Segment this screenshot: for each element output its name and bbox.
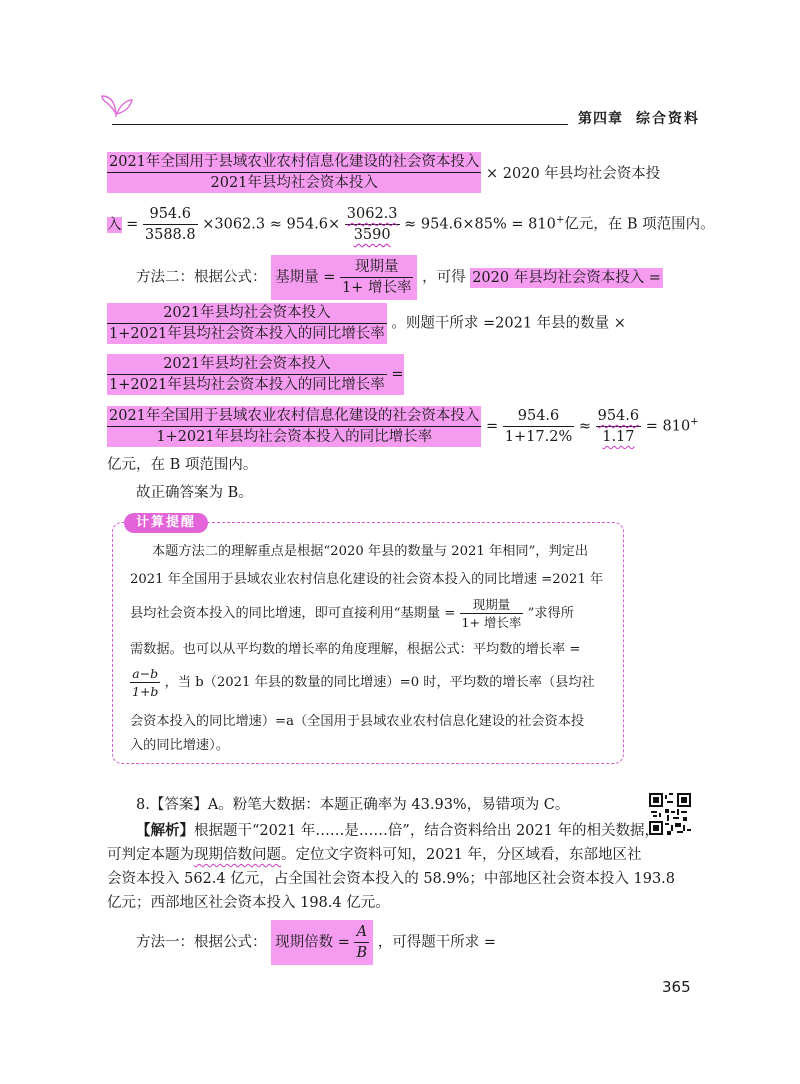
- q8-analysis-line-2: [107, 844, 642, 866]
- calc-num-1: 954.6: [143, 204, 198, 225]
- fraction-denominator: 2021年县均社会资本投入: [210, 175, 378, 191]
- method2-intro-line: [136, 255, 663, 300]
- tip-line-5: [130, 665, 595, 700]
- multiple-den: B: [356, 945, 368, 961]
- multiple-formula-fraction: [354, 922, 369, 963]
- f3-approx-num: 954.6: [596, 406, 642, 427]
- q8-analysis-line-3: 会资本投入 562.4 亿元，占全国社会资本投入的 58.9%；中部地区社会资本投入 193.8: [107, 871, 676, 887]
- f3-den: 1+2021年县均社会资本投入的同比增长率: [156, 429, 433, 445]
- page-number: 365: [662, 978, 691, 996]
- conclusion-text: 故正确答案为 B。: [136, 485, 253, 501]
- base-period-formula: [271, 255, 417, 300]
- tip-line-6: 会资本投入的同比增速）=a（全国用于县域农业农村信息化建设的社会资本投: [130, 714, 585, 729]
- method2-fraction2-line: [107, 354, 404, 395]
- method2-fraction3-line: $\frac{\text{2021年全国用于县域农业农村信息化建设的社会资本投入}}{\text{1+2021年县均社会资本投入的同比增长率}}$ = $\frac{954.6}{1+17.2\%}$ ≈ $\frac{954.6}{1.17}$ = 810+: [109, 408, 699, 445]
- tip-line-1: 本题方法二的理解重点是根据“2020 年县的数量与 2021 年相同”，判定出: [152, 544, 589, 559]
- section-label: 综合资料: [636, 111, 700, 127]
- f3-result: = 810: [645, 418, 691, 435]
- q8-method1-line: [136, 920, 496, 965]
- calc-den-1: 3588.8: [144, 227, 196, 243]
- calc-num-2: 3062.3: [345, 204, 400, 225]
- tip-formula-fraction: [460, 596, 524, 631]
- calculation-tip-title: 计算提醒: [124, 513, 208, 533]
- tip-line-3a: 县均社会资本投入的同比增速，即可直接利用“基期量 =: [130, 606, 456, 621]
- analysis-keyword: 现期倍数问题: [194, 847, 281, 863]
- tip-avg-num: a−b: [130, 665, 160, 683]
- method2-fraction1-line: [107, 303, 626, 344]
- f3-eq-num: 954.6: [503, 406, 574, 427]
- tip-line-3: [130, 596, 574, 631]
- q8-analysis-line-4: 亿元；西部地区社会资本投入 198.4 亿元。: [107, 895, 390, 911]
- analysis-text-2a: 可判定本题为: [107, 847, 194, 863]
- multiple-formula-label: 现期倍数 =: [275, 934, 350, 951]
- fraction-numerator: 2021年全国用于县域农业农村信息化建设的社会资本投入: [107, 152, 481, 173]
- f3-plus-sup: +: [690, 416, 699, 428]
- tip-line-7: 入的同比增速）。: [130, 738, 229, 753]
- tip-avg-den: 1+b: [132, 684, 159, 699]
- tip-line-5-text: ，当 b（2021 年县的数量的同比增速）=0 时，平均数的增长率（县均社: [164, 675, 595, 690]
- method2-target: 2020 年县均社会资本投入 =: [472, 269, 661, 286]
- method2-tail: 亿元，在 B 项范围内。: [107, 457, 258, 473]
- chapter-label: 第四章: [578, 111, 623, 127]
- f1-after: 。则题干所求 =2021 年县的数量 ×: [391, 315, 626, 332]
- formula-continuation-end: 入: [107, 216, 122, 233]
- f3-approx-den: 1.17: [602, 429, 635, 445]
- analysis-text-2b: 。定位文字资料可知，2021 年，分区域看，东部地区社: [281, 847, 642, 863]
- formula-continuation: × 2020 年县均社会资本投: [486, 165, 661, 182]
- method2-intro: 方法二：根据公式：: [136, 269, 267, 286]
- social-capital-fraction: [107, 152, 481, 193]
- calc-fraction-1: [143, 204, 198, 245]
- formula-fraction: [340, 257, 413, 298]
- tip-avg-growth-fraction: [130, 665, 160, 700]
- method2-mid: ，可得: [422, 269, 466, 286]
- county-avg-fraction-1: [107, 303, 387, 344]
- f1-den: 1+2021年县均社会资本投入的同比增长率: [109, 326, 385, 342]
- formula-den: 1+ 增长率: [341, 280, 412, 296]
- f3-eq-den: 1+17.2%: [504, 429, 573, 445]
- calc-multiply: ×3062.3 ≈ 954.6×: [202, 216, 341, 233]
- tip-formula-den: 1+ 增长率: [461, 615, 522, 630]
- q8-method1-intro: 方法一：根据公式：: [136, 934, 267, 951]
- multiple-num: A: [354, 922, 369, 943]
- tip-line-4: 需数据。也可以从平均数的增长率的角度理解，根据公式：平均数的增长率 =: [130, 642, 581, 657]
- tip-formula-num: 现期量: [460, 596, 524, 614]
- analysis-label: 【解析】: [136, 822, 194, 839]
- q8-answer-line: 8.【答案】A。粉笔大数据：本题正确率为 43.93%，易错项为 C。: [136, 797, 570, 813]
- f2-num: 2021年县均社会资本投入: [107, 354, 387, 375]
- plus-sup: +: [555, 214, 565, 226]
- f3-approx-fraction: [596, 406, 642, 447]
- formula-num: 现期量: [340, 257, 413, 278]
- q8-analysis-line-1: [136, 820, 659, 842]
- national-capital-fraction: [107, 406, 481, 447]
- calc-result: 亿元，在 B 项范围内。: [564, 216, 715, 233]
- leaf-ornament-icon: [100, 92, 134, 118]
- header-rule: [112, 124, 568, 125]
- calc-approx: ≈ 954.6×85% = 810: [404, 216, 556, 233]
- calc-fraction-2: [345, 204, 400, 245]
- f3-num: 2021年全国用于县域农业农村信息化建设的社会资本投入: [107, 406, 481, 427]
- analysis-text-1: 根据题干“2021 年……是……倍”，结合资料给出 2021 年的相关数据，: [194, 823, 659, 839]
- formula-label: 基期量 =: [275, 269, 336, 286]
- method1-calc-line: 入 = $\frac{954.6}{3588.8}$ ×3062.3 ≈ 954.6× $\frac{3062.3}{3590}$ ≈ 954.6×85% = 810+亿元，在 B 项范围内。: [107, 206, 715, 243]
- method1-formula-line: [107, 152, 660, 193]
- f2-den: 1+2021年县均社会资本投入的同比增长率: [109, 377, 385, 393]
- f2-after: =: [391, 366, 404, 383]
- calc-den-2: 3590: [353, 227, 391, 243]
- county-avg-fraction-2: [107, 354, 404, 395]
- f1-num: 2021年县均社会资本投入: [107, 303, 387, 324]
- tip-line-2: 2021 年全国用于县域农业农村信息化建设的社会资本投入的同比增速 =2021 年: [130, 572, 604, 587]
- tip-line-3b: ”求得所: [527, 606, 574, 621]
- f3-eq-fraction: [503, 406, 574, 447]
- current-multiple-formula: [271, 920, 373, 965]
- q8-method1-after: ，可得题干所求 =: [377, 934, 497, 951]
